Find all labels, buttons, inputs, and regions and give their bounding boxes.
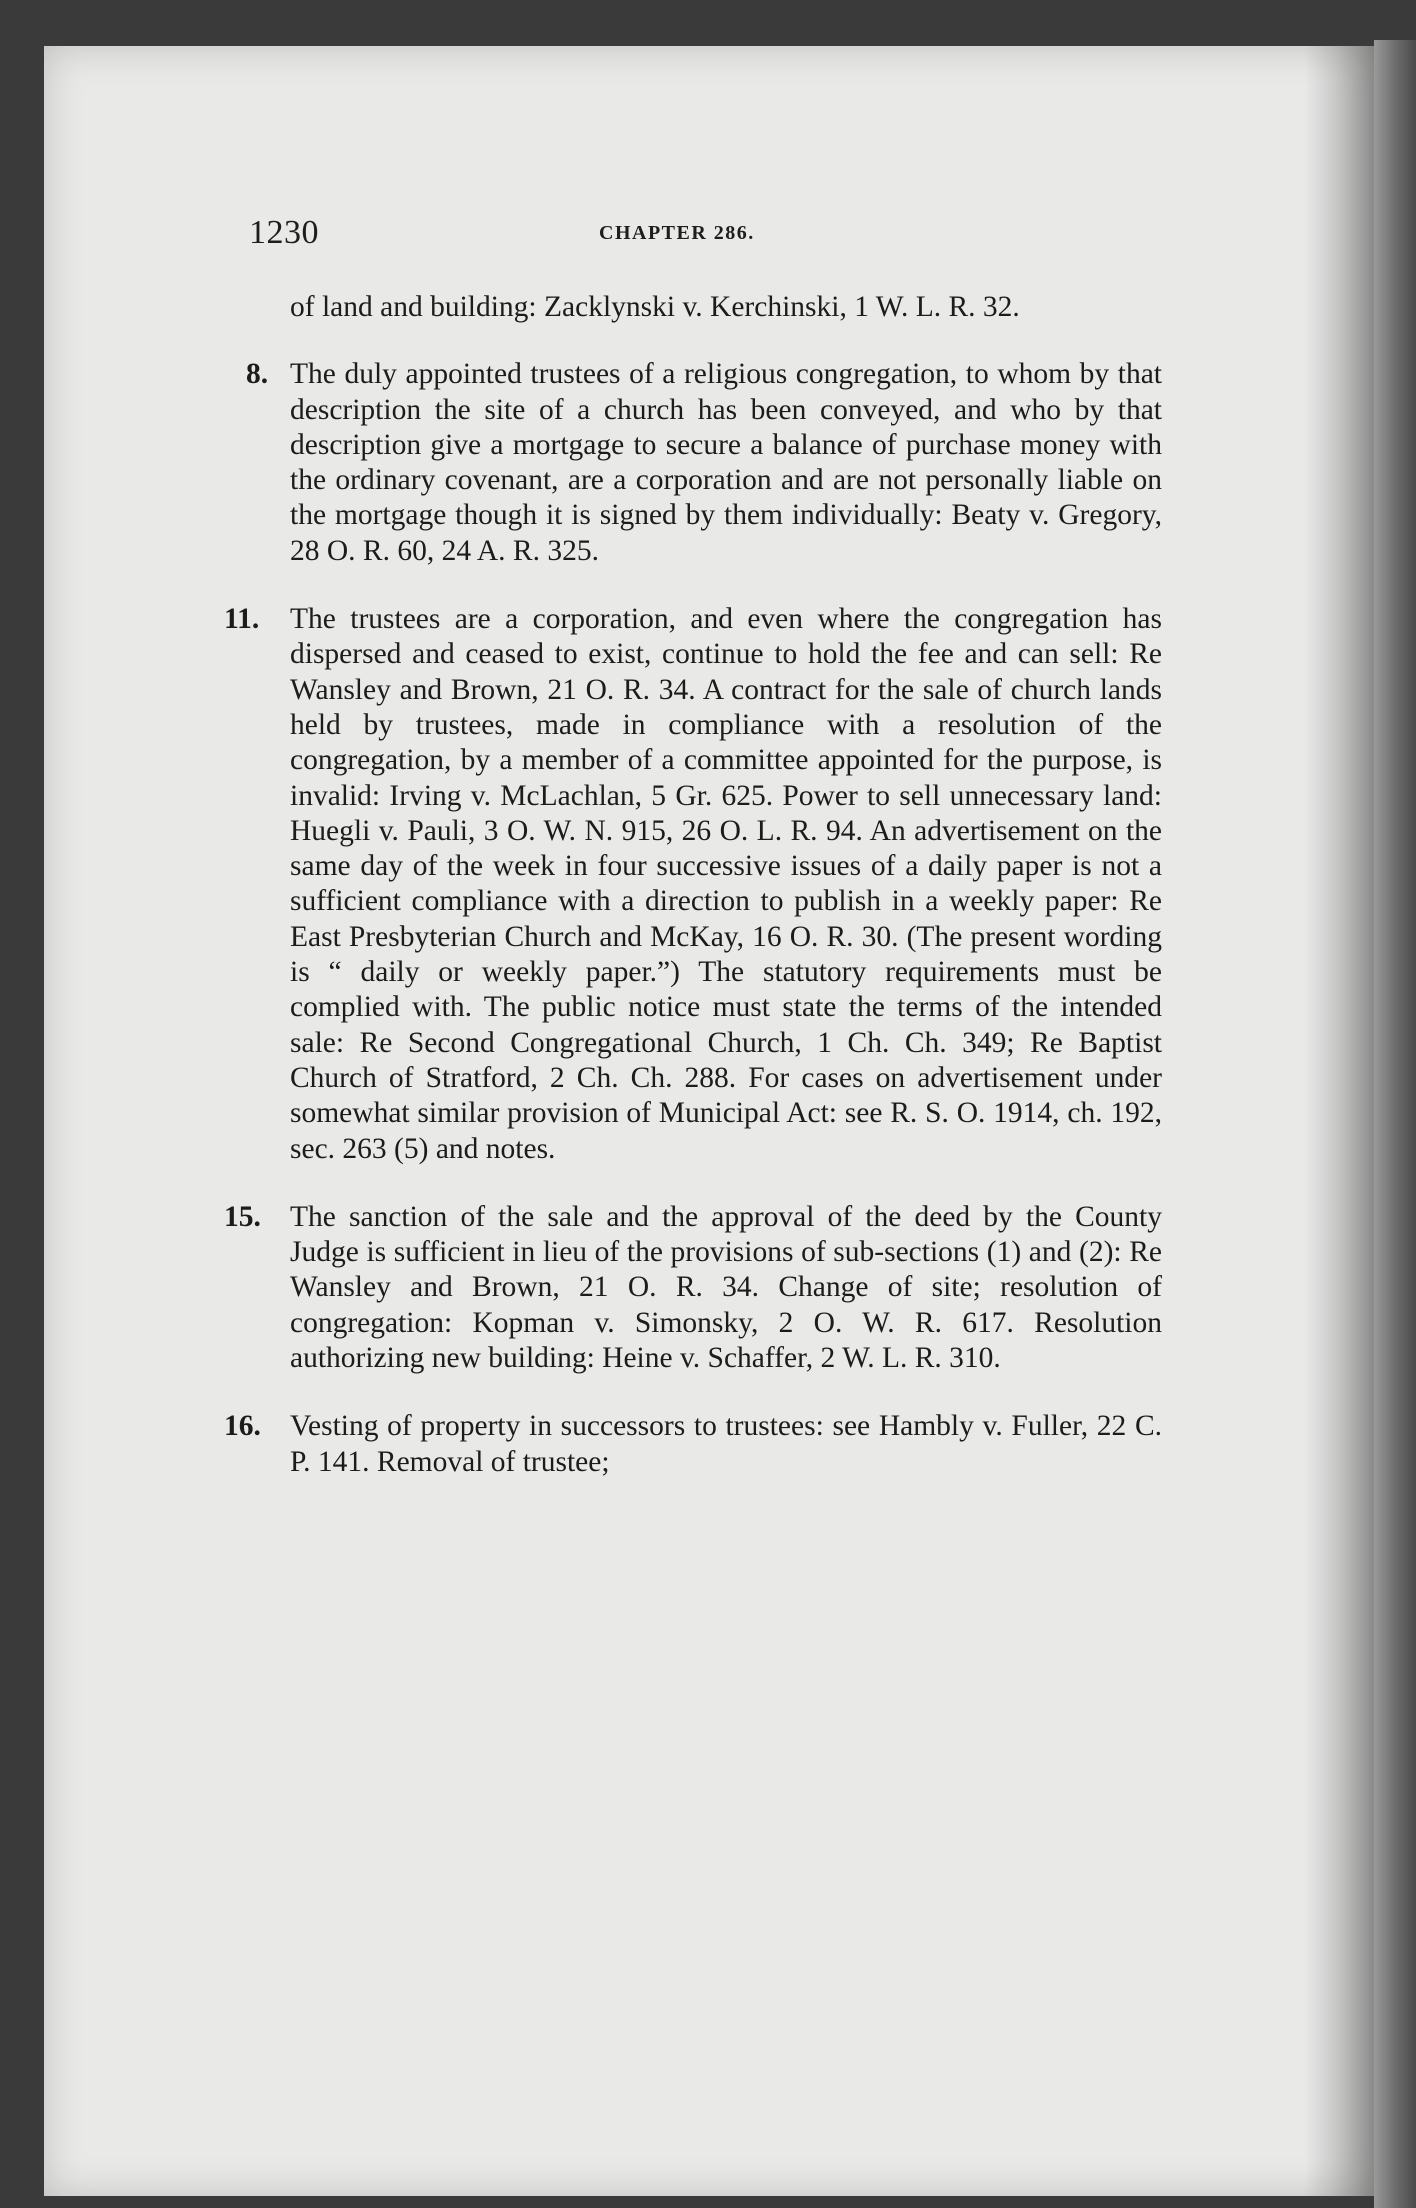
paragraph-number: 8. bbox=[246, 358, 269, 391]
page-edge bbox=[1374, 40, 1416, 2208]
paragraph-text: of land and building: Zacklynski v. Kerchinski, 1 W. L. R. 32. bbox=[290, 291, 1020, 323]
paragraph-text: Vesting of property in successors to trustees: see Hambly v. Fuller, 22 C. P. 141. Removal of trustee; bbox=[290, 1410, 1162, 1478]
page-header bbox=[249, 214, 1169, 264]
paragraph-text: The sanction of the sale and the approval of the deed by the County Judge is sufficient in lieu of the provisions of sub-sections (1) and (2): Re Wansley and Brown, 21 O. R. 34. Change of site; resolution of congregation: Kopman v. Simonsky, 2 O. W. R. 617. Resolution authorizing new building: Heine v. Schaffer, 2 W. L. R. 310. bbox=[290, 1200, 1162, 1375]
paragraph-number: 16. bbox=[224, 1410, 261, 1443]
paragraph-16 bbox=[224, 1409, 1162, 1480]
paragraph-11 bbox=[224, 602, 1162, 1167]
page-number: 1230 bbox=[249, 214, 319, 251]
paragraph-continuation bbox=[290, 290, 1162, 325]
running-head: CHAPTER 286. bbox=[599, 222, 755, 244]
spine-shadow bbox=[1304, 46, 1374, 2196]
paragraph-15 bbox=[224, 1200, 1162, 1376]
paragraph-text: The trustees are a corporation, and even where the congregation has dispersed and ceased to exist, continue to hold the fee and can sell: Re Wansley and Brown, 21 O. R. 34. A contract for the sale of church lands held by trustees, made in compliance with a resolution of the congregation, by a member of a committee appointed for the purpose, is invalid: Irving v. McLachlan, 5 Gr. 625. Power to sell unnecessary land: Huegli v. Pauli, 3 O. W. N. 915, 26 O. L. R. 94. An advertisement on the same day of the week in four successive issues of a daily paper is not a sufficient compliance with a direction to publish in a weekly paper: Re East Presbyterian Church and McKay, 16 O. R. 30. (The present wording is “ daily or weekly paper.”) The statutory requirements must be complied with. The public notice must state the terms of the intended sale: Re Second Congregational Church, 1 Ch. Ch. 349; Re Baptist Church of Stratford, 2 Ch. Ch. 288. For cases on advertisement under somewhat similar provision of Municipal Act: see R. S. O. 1914, ch. 192, sec. 263 (5) and notes. bbox=[290, 603, 1162, 1165]
paragraph-8 bbox=[246, 357, 1162, 569]
paragraph-number: 11. bbox=[224, 603, 260, 636]
body-text bbox=[224, 290, 1162, 1513]
paragraph-text: The duly appointed trustees of a religious congregation, to whom by that description the site of a church has been conveyed, and who by that description give a mortgage to secure a balance of purchase money with the ordinary covenant, are a corporation and are not personally liable on the mortgage though it is signed by them individually: Beaty v. Gregory, 28 O. R. 60, 24 A. R. 325. bbox=[290, 358, 1162, 567]
paragraph-number: 15. bbox=[224, 1200, 261, 1233]
